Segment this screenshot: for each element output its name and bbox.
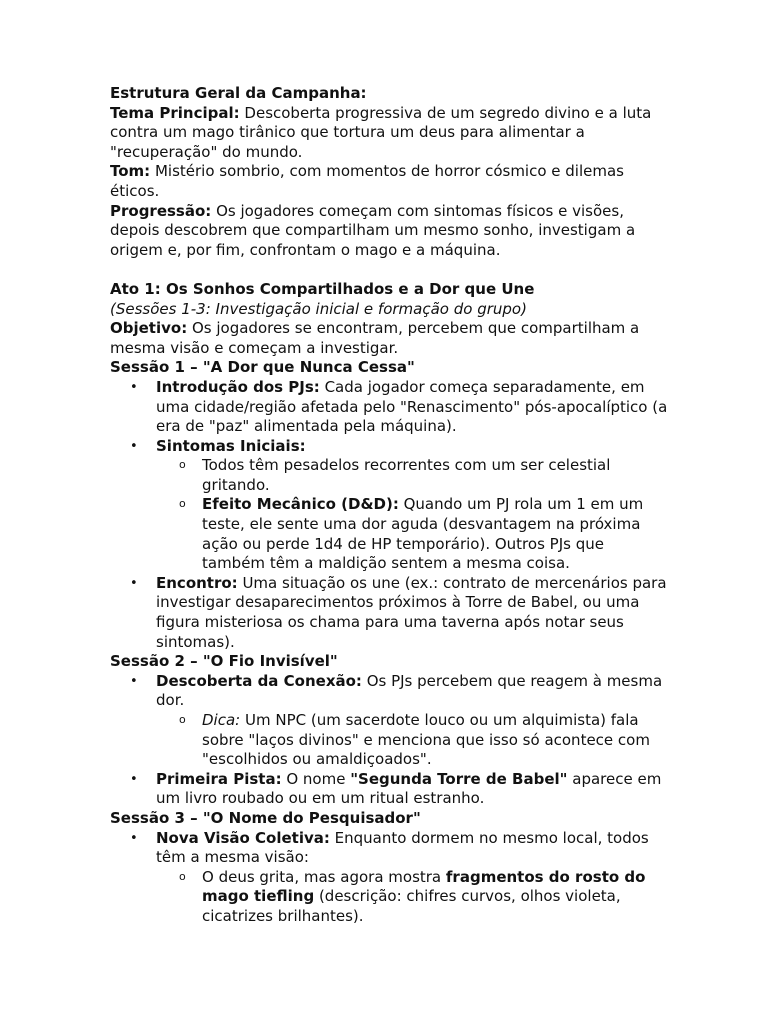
tom-label: Tom: [110, 162, 151, 181]
session3-title: Sessão 3 – "O Nome do Pesquisador" [110, 808, 421, 827]
list-item: • Encontro: Uma situação os une (ex.: contrato de mercenários para investigar desaparecimentos próximos à Torre de Babel, ou uma figura misteriosa os chama para uma taverna após notar seus sintomas). [110, 574, 670, 652]
act1-title: Ato 1: Os Sonhos Compartilhados e a Dor que Une [110, 279, 535, 298]
document-page [110, 84, 670, 927]
session2-title: Sessão 2 – "O Fio Invisível" [110, 652, 338, 671]
session1-title: Sessão 1 – "A Dor que Nunca Cessa" [110, 358, 415, 377]
tema-label: Tema Principal: [110, 103, 240, 122]
session3-list [110, 829, 670, 927]
sublist-item: o Todos têm pesadelos recorrentes com um ser celestial gritando. [156, 456, 670, 495]
act1-subtitle: (Sessões 1-3: Investigação inicial e formação do grupo) [110, 299, 527, 318]
intro-heading: Estrutura Geral da Campanha: [110, 84, 367, 102]
progressao-text: Os jogadores começam com sintomas físicos e visões, depois descobrem que compartilham um mesmo sonho, investigam a origem e, por fim, confrontam o mago e a máquina. [110, 201, 636, 259]
sublist-item: o O deus grita, mas agora mostra fragmentos do rosto do mago tiefling (descrição: chifres curvos, olhos violeta, cicatrizes brilhantes). [156, 868, 670, 927]
tema-text: Descoberta progressiva de um segredo divino e a luta contra um mago tirânico que tortura um deus para alimentar a "recuperação" do mundo. [110, 103, 652, 161]
sublist-item: o Dica: Um NPC (um sacerdote louco ou um alquimista) fala sobre "laços divinos" e menciona que isso só acontece com "escolhidos ou amaldiçoados". [156, 711, 670, 770]
spacer [110, 260, 670, 280]
session1-list [110, 378, 670, 652]
progressao-paragraph [110, 202, 670, 261]
objective-label: Objetivo: [110, 319, 188, 338]
sublist-item: o Efeito Mecânico (D&D): Quando um PJ rola um 1 em um teste, ele sente uma dor aguda (desvantagem na próxima ação ou perde 1d4 de HP temporário). Outros PJs que também têm a maldição sentem a mesma coisa. [156, 495, 670, 573]
list-item: • Primeira Pista: O nome "Segunda Torre de Babel" aparece em um livro roubado ou em um ritual estranho. [110, 770, 670, 809]
act1-objective [110, 319, 670, 358]
list-item: • Descoberta da Conexão: Os PJs percebem que reagem à mesma dor. o Dica: Um NPC (um sacerdote louco ou um alquimista) fala sobre "laços divinos" e menciona que isso só acontece com "escolhidos ou amaldiçoados". [110, 672, 670, 770]
list-item: • Introdução dos PJs: Cada jogador começa separadamente, em uma cidade/região afetada pelo "Renascimento" pós-apocalíptico (a era de "paz" alimentada pela máquina). [110, 378, 670, 437]
objective-text: Os jogadores se encontram, percebem que compartilham a mesma visão e começam a investigar. [110, 319, 640, 357]
tom-text: Mistério sombrio, com momentos de horror cósmico e dilemas éticos. [110, 162, 624, 200]
session2-list [110, 672, 670, 809]
sublist [156, 868, 670, 927]
sublist [156, 711, 670, 770]
tema-paragraph [110, 104, 670, 163]
list-item: • Nova Visão Coletiva: Enquanto dormem no mesmo local, todos têm a mesma visão: o O deus grita, mas agora mostra fragmentos do rosto do mago tiefling (descrição: chifres curvos, olhos violeta, cicatrizes brilhantes). [110, 829, 670, 927]
sublist [156, 456, 670, 574]
progressao-label: Progressão: [110, 201, 212, 220]
tom-paragraph [110, 162, 670, 201]
list-item: • Sintomas Iniciais: o Todos têm pesadelos recorrentes com um ser celestial gritando. o Efeito Mecânico (D&D): Quando um PJ rola um 1 em um teste, ele sente uma dor aguda (desvantagem na próxima ação ou perde 1d4 de HP temporário). Outros PJs que também têm a maldição sentem a mesma coisa. [110, 437, 670, 574]
